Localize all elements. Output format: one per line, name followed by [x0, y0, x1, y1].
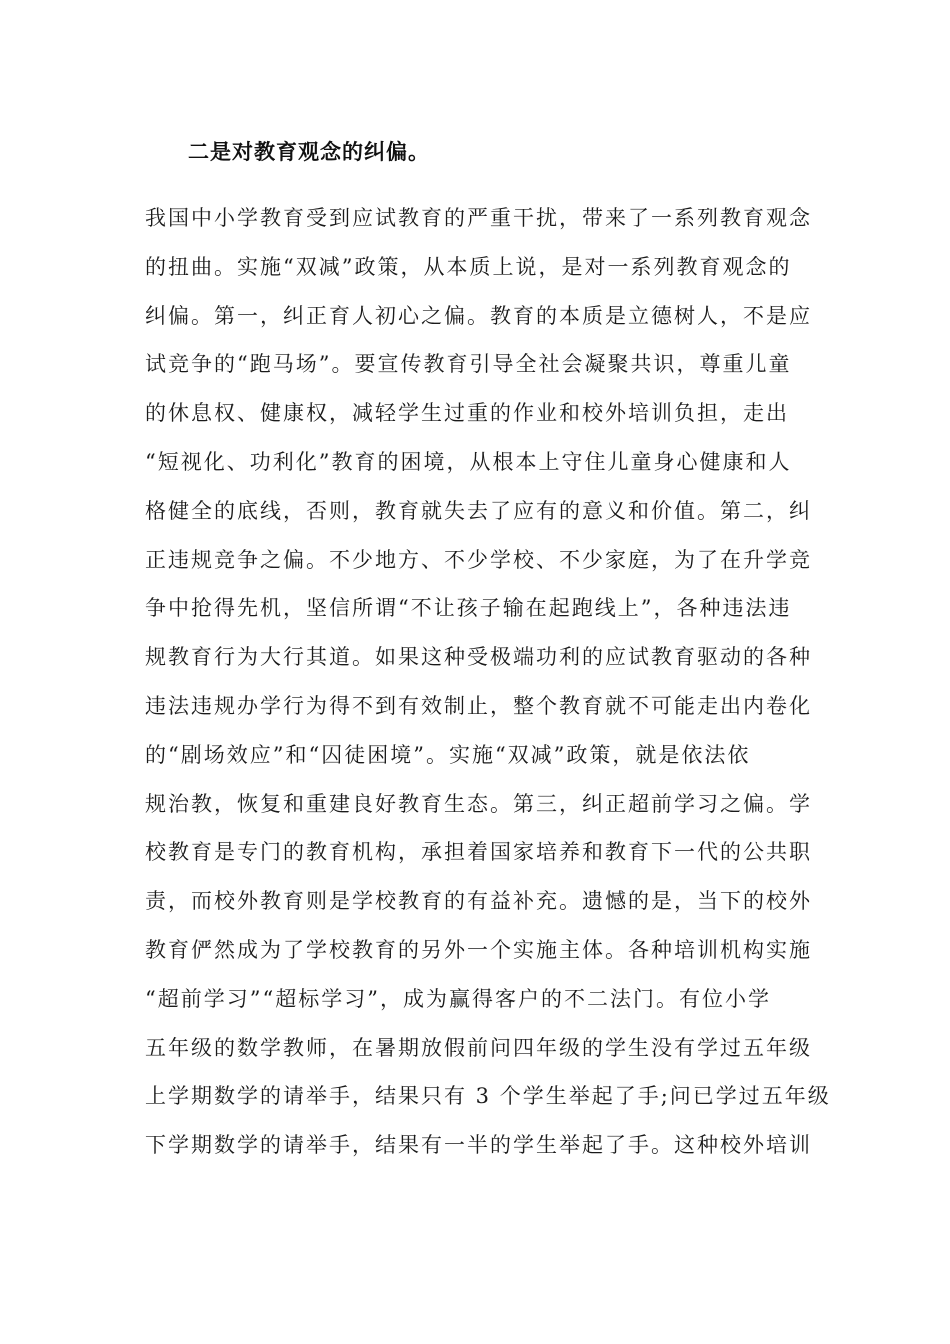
paragraph-line: 的“剧场效应”和“囚徒困境”。实施“双减”政策，就是依法依	[145, 742, 751, 767]
paragraph-line: 试竞争的“跑马场”。要宣传教育引导全社会凝聚共识，尊重儿童	[145, 352, 792, 377]
paragraph-line: 校教育是专门的教育机构，承担着国家培养和教育下一代的公共职	[145, 840, 812, 865]
paragraph-line: 争中抢得先机，坚信所谓“不让孩子输在起跑线上”，各种违法违	[145, 596, 792, 621]
paragraph-line: “短视化、功利化”教育的困境，从根本上守住儿童身心健康和人	[145, 449, 792, 474]
paragraph-line: 五年级的数学教师，在暑期放假前问四年级的学生没有学过五年级	[145, 1035, 812, 1060]
paragraph-line: 我国中小学教育受到应试教育的严重干扰，带来了一系列教育观念	[145, 206, 812, 230]
paragraph-line: 纠偏。第一，纠正育人初心之偏。教育的本质是立德树人，不是应	[145, 303, 812, 328]
paragraph-line: 违法违规办学行为得不到有效制止，整个教育就不可能走出内卷化	[145, 693, 812, 718]
paragraph-line: 规教育行为大行其道。如果这种受极端功利的应试教育驱动的各种	[145, 645, 812, 670]
paragraph-line: 责，而校外教育则是学校教育的有益补充。遗憾的是，当下的校外	[145, 889, 812, 914]
paragraph-line: 教育俨然成为了学校教育的另外一个实施主体。各种培训机构实施	[145, 937, 812, 962]
paragraph-line: 格健全的底线，否则，教育就失去了应有的意义和价值。第二，纠	[145, 498, 812, 523]
paragraph-line: 正违规竞争之偏。不少地方、不少学校、不少家庭，为了在升学竞	[145, 547, 812, 572]
paragraph-line: 的休息权、健康权，减轻学生过重的作业和校外培训负担，走出	[145, 401, 789, 426]
paragraph-line: 规治教，恢复和重建良好教育生态。第三，纠正超前学习之偏。学	[145, 791, 812, 816]
paragraph-line: “超前学习”“超标学习”，成为赢得客户的不二法门。有位小学	[145, 986, 771, 1011]
paragraph-line: 下学期数学的请举手，结果有一半的学生举起了手。这种校外培训	[145, 1133, 812, 1158]
paragraph-line: 的扭曲。实施“双减”政策，从本质上说，是对一系列教育观念的	[145, 254, 792, 279]
paragraph-line: 上学期数学的请举手，结果只有 3 个学生举起了手;问已学过五年级	[145, 1084, 831, 1109]
section-heading: 二是对教育观念的纠偏。	[188, 139, 430, 164]
body-paragraph	[145, 194, 831, 1170]
